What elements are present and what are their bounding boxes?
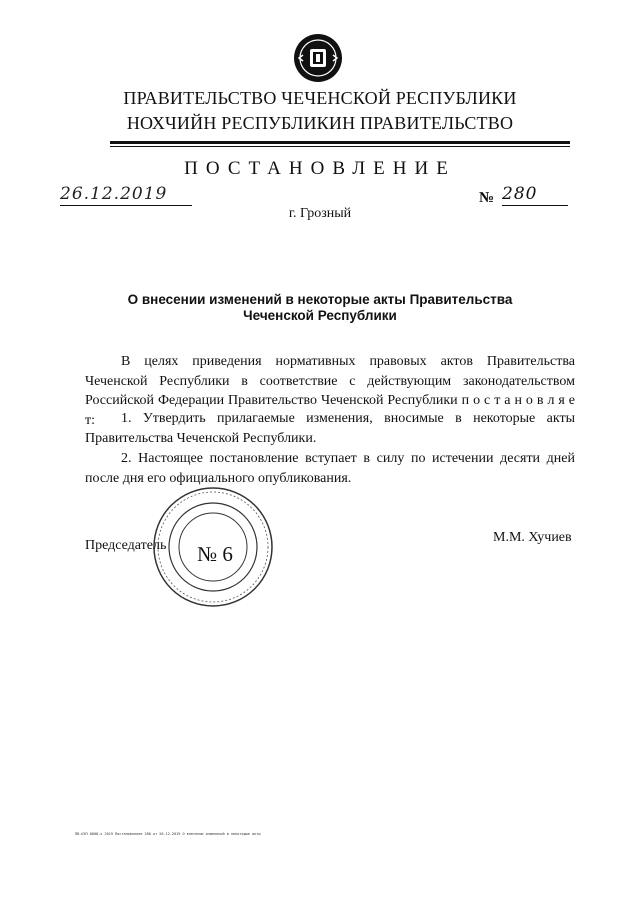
paragraph-item-2: 2. Настоящее постановление вступает в силу по истечении десяти дней после дня его официального опубликования. [85, 451, 575, 486]
document-city: г. Грозный [288, 206, 352, 221]
footer-registration-mark: ПВ-КЭП 0008-х 2019 Постановление 280 от 26.12.2019 О внесении изменений в некоторые акты [75, 832, 261, 836]
document-subject [110, 292, 530, 324]
document-type-title: ПОСТАНОВЛЕНИЕ [184, 158, 456, 179]
header-rule-thin [110, 146, 570, 147]
government-name-chechen: НОХЧИЙН РЕСПУБЛИКИН ПРАВИТЕЛЬСТВО [126, 113, 514, 133]
seal-number: № 6 [197, 542, 233, 566]
signatory-name: М.М. Хучиев [493, 530, 572, 545]
subject-line-1: О внесении изменений в некоторые акты Правительства [127, 292, 513, 307]
header-rule-thick [110, 141, 570, 144]
document-number-label: № [479, 190, 495, 206]
subject-line-2: Чеченской Республики [243, 308, 397, 323]
document-number: 280 [502, 184, 568, 206]
government-name-russian: ПРАВИТЕЛЬСТВО ЧЕЧЕНСКОЙ РЕСПУБЛИКИ [123, 88, 517, 108]
paragraph-item-1: 1. Утвердить прилагаемые изменения, вносимые в некоторые акты Правительства Чеченской Республики. [85, 411, 575, 446]
signature-title: Председатель [85, 538, 167, 553]
coat-of-arms-icon [293, 33, 343, 83]
paragraph-preamble: В целях приведения нормативных правовых актов Правительства Чеченской Республики в соответствие с действующим законодательством Российской Федерации Правительство Чеченской Республики п о с т а н о в л я е т: [85, 354, 575, 428]
document-date: 26.12.2019 [60, 184, 192, 206]
